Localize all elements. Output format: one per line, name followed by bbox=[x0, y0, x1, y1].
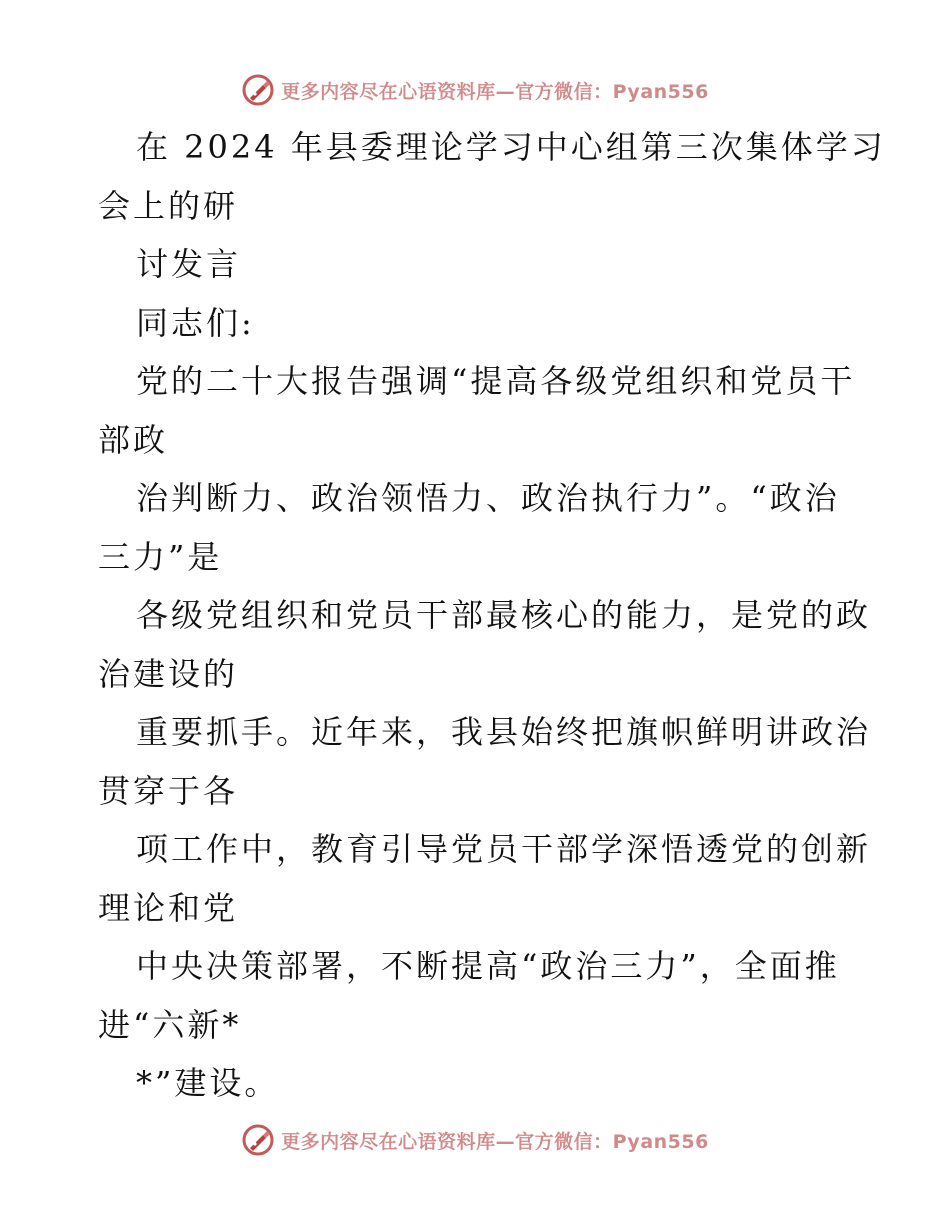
doc-line-2: 会上的研 bbox=[98, 187, 239, 225]
watermark-text: 更多内容尽在心语资料库—官方微信：Pyan556 bbox=[281, 1130, 709, 1153]
doc-line-12: 贯穿于各 bbox=[98, 772, 239, 810]
doc-line-16: 进“六新* bbox=[98, 1006, 242, 1044]
doc-line-9: 各级党组织和党员干部最核心的能力，是党的政 bbox=[136, 596, 872, 634]
doc-line-15: 中央决策部署，不断提高“政治三力”，全面推 bbox=[136, 947, 840, 985]
header-watermark bbox=[0, 70, 950, 110]
doc-line-8: 三力”是 bbox=[98, 538, 223, 576]
doc-line-11: 重要抓手。近年来，我县始终把旗帜鲜明讲政治 bbox=[136, 713, 872, 751]
doc-line-17: *”建设。 bbox=[136, 1064, 280, 1102]
footer-watermark bbox=[0, 1120, 950, 1160]
doc-line-10: 治建设的 bbox=[98, 655, 239, 693]
doc-line-4: 同志们: bbox=[136, 304, 255, 342]
doc-line-5: 党的二十大报告强调“提高各级党组织和党员干 bbox=[136, 362, 856, 400]
pen-nib-logo-icon bbox=[241, 73, 275, 107]
doc-line-14: 理论和党 bbox=[98, 889, 239, 927]
watermark-text: 更多内容尽在心语资料库—官方微信：Pyan556 bbox=[281, 80, 709, 103]
doc-line-13: 项工作中，教育引导党员干部学深悟透党的创新 bbox=[136, 830, 872, 868]
doc-line-6: 部政 bbox=[98, 421, 169, 459]
doc-line-7: 治判断力、政治领悟力、政治执行力”。“政治 bbox=[136, 479, 840, 517]
doc-line-1: 在 2024 年县委理论学习中心组第三次集体学习 bbox=[136, 128, 886, 166]
pen-nib-logo-icon bbox=[241, 1123, 275, 1157]
doc-line-3: 讨发言 bbox=[136, 245, 242, 283]
